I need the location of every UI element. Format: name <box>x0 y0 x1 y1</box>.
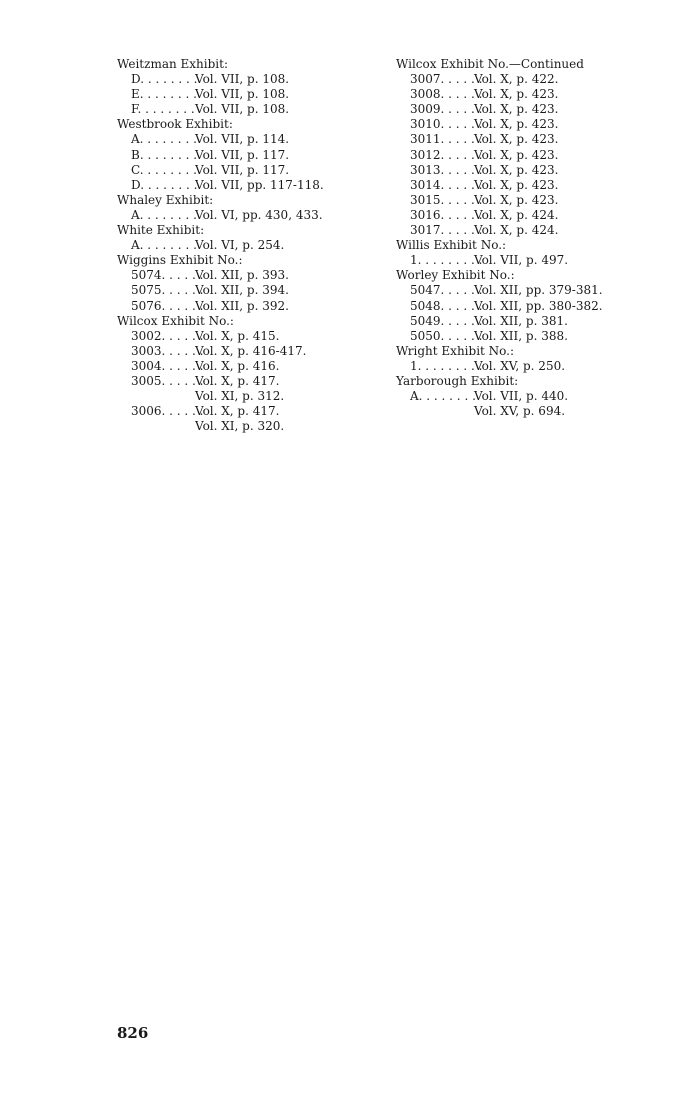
index-entry <box>117 163 324 178</box>
index-heading: Wright Exhibit No.: <box>396 343 515 358</box>
volume-reference: Vol. VII, p. 117. <box>195 162 290 177</box>
volume-reference: Vol. VII, p. 108. <box>195 72 290 87</box>
exhibit-label: 1. . . . . . . . . <box>410 358 483 373</box>
index-entry <box>117 208 324 223</box>
index-entry <box>396 299 603 314</box>
index-entry <box>396 163 603 178</box>
index-entry <box>117 329 324 344</box>
volume-reference: Vol. VI, pp. 430, 433. <box>195 207 323 222</box>
index-entry <box>117 132 324 147</box>
exhibit-label: A. . . . . . . . <box>131 132 197 147</box>
index-entry <box>117 87 324 102</box>
index-entry <box>396 178 603 193</box>
exhibit-label: 3012. . . . . . <box>410 147 483 162</box>
volume-reference: Vol. VII, p. 108. <box>195 87 290 102</box>
volume-reference: Vol. X, p. 423. <box>474 102 559 117</box>
exhibit-label: 3015. . . . . . <box>410 192 483 207</box>
volume-reference: Vol. XII, p. 381. <box>474 313 568 328</box>
exhibit-label: 3013. . . . . . <box>410 162 483 177</box>
volume-reference: Vol. XV, p. 250. <box>474 358 566 373</box>
page-number: 826 <box>117 1024 149 1042</box>
exhibit-label: 3006. . . . . . <box>131 404 204 419</box>
exhibit-label: 5075. . . . . . <box>131 283 204 298</box>
exhibit-label: 3002. . . . . . <box>131 328 204 343</box>
volume-reference-continued: Vol. XV, p. 694. <box>474 404 566 419</box>
exhibit-label: 3016. . . . . . <box>410 207 483 222</box>
volume-reference: Vol. X, p. 423. <box>474 177 559 192</box>
exhibit-label: A. . . . . . . . <box>131 238 197 253</box>
exhibit-label: 3003. . . . . . <box>131 343 204 358</box>
exhibit-label: C. . . . . . . . <box>131 162 197 177</box>
volume-reference: Vol. XII, p. 388. <box>474 328 568 343</box>
index-entry <box>396 253 603 268</box>
volume-reference: Vol. VII, p. 108. <box>195 102 290 117</box>
index-entry <box>396 329 603 344</box>
volume-reference: Vol. X, p. 423. <box>474 132 559 147</box>
volume-reference: Vol. X, p. 423. <box>474 192 559 207</box>
index-entry <box>117 404 324 419</box>
exhibit-label: 3011. . . . . . <box>410 132 483 147</box>
exhibit-label: 5048. . . . . . <box>410 298 483 313</box>
exhibit-label: 3008. . . . . . <box>410 87 483 102</box>
exhibit-label: 5076. . . . . . <box>131 298 204 313</box>
index-entry <box>117 299 324 314</box>
volume-reference: Vol. XII, p. 393. <box>195 268 289 283</box>
volume-reference: Vol. VI, p. 254. <box>195 238 285 253</box>
exhibit-label: 3017. . . . . . <box>410 223 483 238</box>
exhibit-label: 3005. . . . . . <box>131 373 204 388</box>
index-entry <box>117 148 324 163</box>
volume-reference: Vol. XII, p. 394. <box>195 283 289 298</box>
exhibit-label: 5074. . . . . . <box>131 268 204 283</box>
volume-reference: Vol. X, p. 416-417. <box>195 343 307 358</box>
index-heading: Wilcox Exhibit No.: <box>117 313 234 328</box>
index-entry <box>396 72 603 87</box>
volume-reference: Vol. VII, p. 117. <box>195 147 290 162</box>
index-heading: Wilcox Exhibit No.—Continued <box>396 57 584 71</box>
index-entry <box>117 268 324 283</box>
volume-reference-continued: Vol. XI, p. 320. <box>195 419 285 434</box>
volume-reference: Vol. VII, pp. 117-118. <box>195 177 324 192</box>
index-heading: Wiggins Exhibit No.: <box>117 253 243 268</box>
exhibit-label: 3004. . . . . . <box>131 358 204 373</box>
exhibit-label: D. . . . . . . . <box>131 72 198 87</box>
index-entry <box>117 359 324 374</box>
exhibit-label: 5050. . . . . . <box>410 328 483 343</box>
exhibit-label: 3014. . . . . . <box>410 177 483 192</box>
exhibit-label: 1. . . . . . . . . <box>410 253 483 268</box>
index-entry <box>396 117 603 132</box>
exhibit-label: 5047. . . . . . <box>410 283 483 298</box>
index-entry <box>117 374 324 389</box>
index-column-left <box>117 57 324 434</box>
exhibit-label: 5049. . . . . . <box>410 313 483 328</box>
index-heading: Worley Exhibit No.: <box>396 268 515 283</box>
exhibit-label: 3010. . . . . . <box>410 117 483 132</box>
index-entry <box>396 132 603 147</box>
index-entry <box>396 148 603 163</box>
index-entry <box>117 72 324 87</box>
index-entry <box>117 344 324 359</box>
volume-reference: Vol. X, p. 416. <box>195 358 280 373</box>
index-entry <box>117 102 324 117</box>
index-entry <box>396 208 603 223</box>
index-entry <box>396 87 603 102</box>
volume-reference: Vol. X, p. 423. <box>474 87 559 102</box>
index-entry <box>396 359 603 374</box>
exhibit-label: D. . . . . . . . <box>131 177 198 192</box>
index-entry <box>117 238 324 253</box>
index-entry <box>396 283 603 298</box>
volume-reference: Vol. X, p. 424. <box>474 223 559 238</box>
volume-reference: Vol. X, p. 424. <box>474 207 559 222</box>
index-heading: Whaley Exhibit: <box>117 192 214 207</box>
index-entry <box>117 283 324 298</box>
index-entry <box>396 223 603 238</box>
index-heading: White Exhibit: <box>117 223 205 238</box>
index-entry <box>117 178 324 193</box>
volume-reference: Vol. X, p. 417. <box>195 404 280 419</box>
volume-reference: Vol. X, p. 417. <box>195 373 280 388</box>
volume-reference: Vol. X, p. 415. <box>195 328 280 343</box>
volume-reference: Vol. VII, p. 440. <box>474 389 569 404</box>
volume-reference: Vol. X, p. 422. <box>474 72 559 87</box>
exhibit-label: A. . . . . . . . <box>410 389 476 404</box>
index-heading: Willis Exhibit No.: <box>396 238 507 253</box>
index-entry <box>396 314 603 329</box>
exhibit-label: F. . . . . . . . <box>131 102 195 117</box>
exhibit-label: 3007. . . . . . <box>410 72 483 87</box>
exhibit-label: B. . . . . . . . <box>131 147 198 162</box>
volume-reference: Vol. X, p. 423. <box>474 117 559 132</box>
index-entry <box>396 389 603 404</box>
volume-reference: Vol. VII, p. 497. <box>474 253 569 268</box>
volume-reference: Vol. X, p. 423. <box>474 147 559 162</box>
index-entry <box>396 193 603 208</box>
volume-reference-continued: Vol. XI, p. 312. <box>195 389 285 404</box>
index-column-right <box>396 57 603 419</box>
volume-reference: Vol. VII, p. 114. <box>195 132 290 147</box>
index-heading: Yarborough Exhibit: <box>396 373 519 388</box>
volume-reference: Vol. XII, p. 392. <box>195 298 289 313</box>
volume-reference: Vol. XII, pp. 379-381. <box>474 283 603 298</box>
index-heading: Westbrook Exhibit: <box>117 117 233 132</box>
exhibit-label: 3009. . . . . . <box>410 102 483 117</box>
index-heading: Weitzman Exhibit: <box>117 57 228 71</box>
exhibit-label: E. . . . . . . . <box>131 87 197 102</box>
volume-reference: Vol. XII, pp. 380-382. <box>474 298 603 313</box>
index-entry <box>396 102 603 117</box>
volume-reference: Vol. X, p. 423. <box>474 162 559 177</box>
exhibit-label: A. . . . . . . . <box>131 207 197 222</box>
